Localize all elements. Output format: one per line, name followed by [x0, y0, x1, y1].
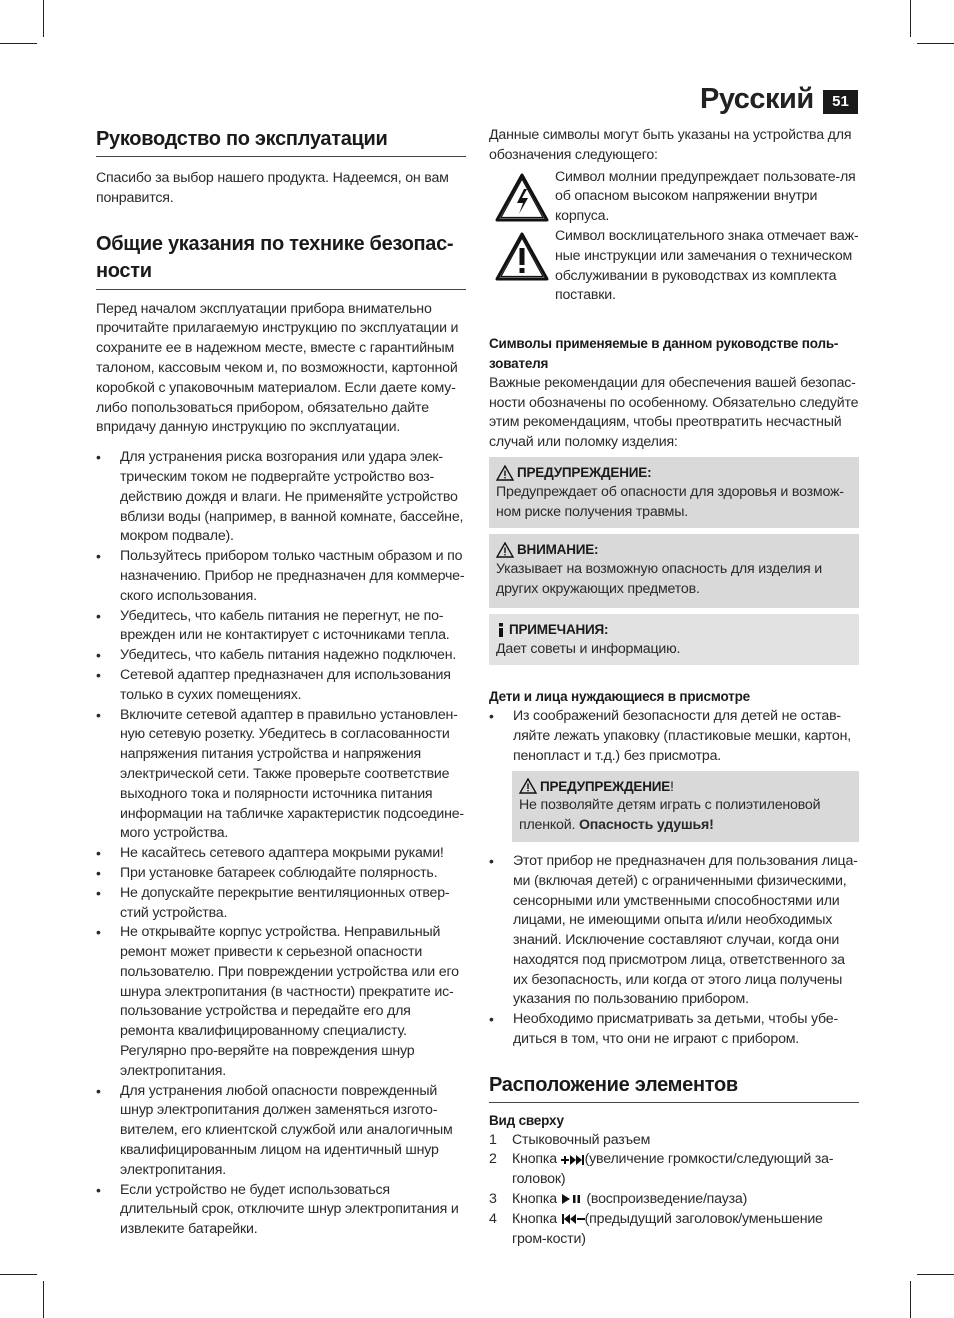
caution-title: ВНИМАНИЕ:	[517, 542, 599, 558]
subheading: Символы применяемые в данном руководстве поль-зователя	[489, 336, 839, 371]
list-item: • Не открывайте корпус устройства. Неправильный ремонт может привести к серьезной опасности пользователю. При повреждении устройства или его шнура электропитания (в частности) прекратите ис-пользование устройства и передайте его для ремонта квалифицированному специалисту. Регулярно про-веряйте на повреждения шнур электропитания.	[96, 923, 466, 1081]
crop-mark	[917, 43, 954, 44]
list-item: • Включите сетевой адаптер в правильно установлен-ную сетевую розетку. Убедитесь в согласованности напряжения питания устройства и напряжения электрической сети. Также проверьте соответствие выходного тока и полярности источника питания информации на табличке характеристик подсоедине-мого устройства.	[96, 706, 466, 845]
warning-triangle-icon	[519, 778, 537, 794]
list-item: • Не допускайте перекрытие вентиляционных отвер-стий устройства.	[96, 884, 466, 924]
paragraph: Символ восклицательного знака отмечает важ-ные инструкции или замечания о техническом обслуживании в руководствах из комплекта поставки.	[555, 227, 859, 304]
list-item: • Сетевой адаптер предназначен для использования только в сухих помещениях.	[96, 666, 466, 706]
paragraph: Важные рекомендации для обеспечения вашей безопас-ности обозначены по особенному. Обязательно следуйте этим рекомендациям, чтобы преотвратить несчастный случай или поломку изделия:	[489, 374, 859, 451]
list-item: 3 Кнопка (воспроизведение/пауза)	[489, 1191, 748, 1208]
info-icon	[496, 622, 506, 638]
child-warning-title: ПРЕДУПРЕЖДЕНИЕ	[540, 778, 671, 794]
paragraph: Символ молнии предупреждает пользовате-ля об опасном высоком напряжении внутри корпуса.	[555, 168, 856, 225]
exclamation-symbol-row	[489, 227, 859, 306]
list-item: • Из соображений безопасности для детей не остав-ляйте лежать упаковку (пластиковые мешки, картон, пенопласт и т.д.) без присмотра.	[489, 707, 859, 766]
crop-mark	[43, 0, 44, 37]
warning-title: ПРЕДУПРЕЖДЕНИЕ:	[517, 464, 652, 480]
list-item: • При установке батареек соблюдайте полярность.	[96, 864, 466, 884]
crop-mark	[917, 1274, 954, 1275]
previous-volume-down-icon	[561, 1212, 585, 1226]
list-item: • Если устройство не будет использоваться длительный срок, отключите шнур электропитания и извлеките батарейки.	[96, 1181, 466, 1240]
language-title: Русский	[700, 83, 814, 115]
warning-triangle-icon	[496, 542, 514, 558]
section-title: Общие указания по технике безопас-ности	[96, 231, 466, 290]
caution-text: Указывает на возможную опасность для изделия и других окружающих предметов.	[496, 561, 822, 597]
list-item: • Убедитесь, что кабель питания надежно подключен.	[96, 646, 466, 666]
choking-hazard: Опасность удушья!	[578, 817, 714, 834]
subheading: Дети и лица нуждающиеся в присмотре	[489, 689, 750, 705]
warning-text: Предупреждает об опасности для здоровья и возмож-ном риске получения травмы.	[496, 483, 844, 520]
crop-mark	[910, 0, 911, 37]
list-item: • Для устранения любой опасности поврежденный шнур электропитания должен заменяться изгото-вителем, его клиентской службой или аналогичным квалифицированным лицом на идентичный шнур электропитания.	[96, 1082, 466, 1181]
paragraph: Данные символы могут быть указаны на устройства для обозначения следующего:	[489, 127, 852, 163]
list-item: • Не касайтесь сетевого адаптера мокрыми руками!	[96, 844, 466, 864]
right-column	[489, 126, 859, 1249]
list-item: 1 Стыковочный разъем	[489, 1131, 651, 1148]
warning-box	[489, 457, 859, 528]
paragraph: Спасибо за выбор нашего продукта. Надеемся, он вам понравится.	[96, 170, 449, 206]
exclamation-warning-icon	[489, 227, 555, 283]
list-item: • Для устранения риска возгорания или удара элек-трическим током не подвергайте устройство воз-действию дождя и влаги. Не применяйте устройство вблизи воды (например, в ванной комнате, бассейне, мокром подвале).	[96, 448, 466, 547]
crop-mark	[0, 43, 37, 44]
list-item: • Необходимо присматривать за детьми, чтобы убе-диться в том, что они не играют с прибором.	[489, 1010, 859, 1050]
list-item: • Пользуйтесь прибором только частным образом и по назначению. Прибор не предназначен для коммерче-ского использования.	[96, 547, 466, 606]
child-warning-text: Не позволяйте детям играть с полиэтиленовой пленкой.	[519, 797, 821, 834]
lightning-symbol-row	[489, 168, 859, 227]
controls-list	[489, 1131, 859, 1250]
list-item: • Убедитесь, что кабель питания не перегнут, не по-врежден или не контактирует с источниками тепла.	[96, 607, 466, 647]
children-list	[489, 707, 859, 766]
children-list-2	[489, 852, 859, 1050]
caution-box	[489, 534, 859, 607]
note-text: Дает советы и информацию.	[496, 640, 681, 657]
list-item: • Этот прибор не предназначен для пользования лица-ми (включая детей) с ограниченными физическими, сенсорными или умственными способностями или лицами, не имеющими опыта и/или необходимых знаний. Исключение составляют случаи, когда они находятся под присмотром лица, ответственного за их безопасность, или когда от этого лица получены указания по пользованию прибором.	[489, 852, 859, 1010]
note-box	[489, 614, 859, 666]
left-column	[96, 126, 466, 1240]
child-warning-excl: !	[670, 778, 674, 794]
crop-mark	[0, 1274, 37, 1275]
list-item: 4 Кнопка (предыдущий заголовок/уменьшение гром-кости)	[489, 1210, 823, 1247]
page-number: 51	[823, 90, 858, 114]
child-warning-box	[512, 771, 859, 842]
list-item: 2 Кнопка (увеличение громкости/следующий за-головок)	[489, 1151, 834, 1188]
lightning-warning-icon	[489, 168, 555, 224]
crop-mark	[910, 1281, 911, 1318]
warning-triangle-icon	[496, 465, 514, 481]
subheading: Вид сверху	[489, 1112, 564, 1128]
play-pause-icon	[561, 1192, 583, 1206]
section-title: Расположение элементов	[489, 1072, 859, 1103]
volume-up-next-icon	[561, 1153, 585, 1167]
paragraph: Перед началом эксплуатации прибора внимательно прочитайте прилагаемую инструкцию по эксплуатации и сохраните ее в надежном месте, вместе с гарантийным талоном, кассовым чеком и, по возможности, картонной коробкой с упаковочным материалом. Если даете кому-либо попользоваться прибором, обязательно дайте впридачу данную инструкцию по эксплуатации.	[96, 300, 459, 436]
crop-mark	[43, 1281, 44, 1318]
note-title: ПРИМЕЧАНИЯ:	[509, 621, 609, 637]
safety-list	[96, 448, 466, 1240]
section-title: Руководство по эксплуатации	[96, 126, 466, 157]
